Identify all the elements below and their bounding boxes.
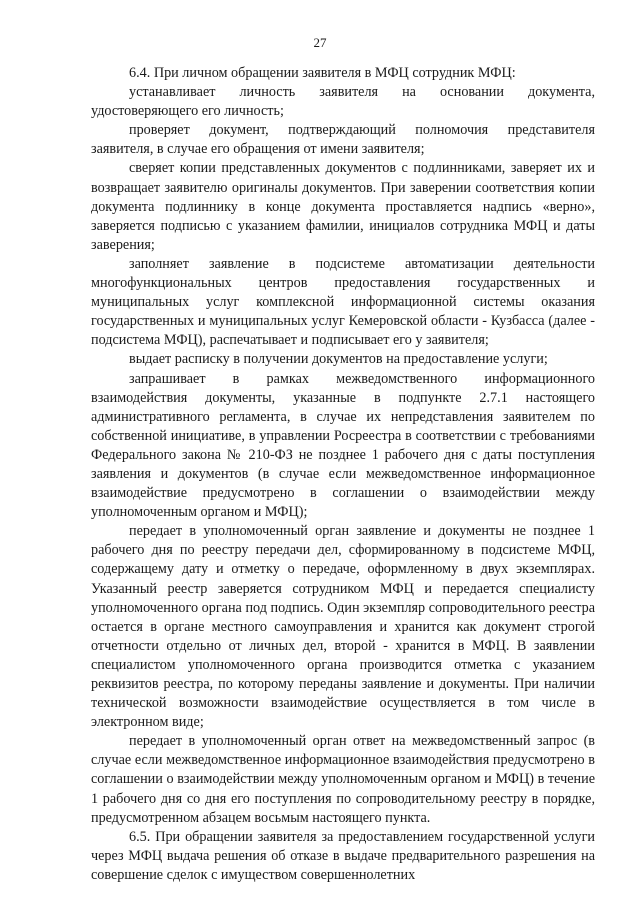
- paragraph-transfer-documents: передает в уполномоченный орган заявление и документы не позднее 1 рабочего дня по реестру передачи дел, сформированному в подсистеме МФЦ, содержащему дату и отметку о передаче, оформленному в двух экземплярах. Указанный реестр заверяется сотрудником МФЦ и передается специалисту уполномоченного органа под подпись. Один экземпляр сопроводительного реестра остается в органе местного самоуправления и хранится как документ строгой отчетности отдельно от личных дел, второй - хранится в МФЦ. В заявлении специалистом уполномоченного органа производится отметка с указанием реквизитов реестра, по которому переданы заявление и документы. При наличии технической возможности взаимодействие осуществляется в том числе в электронном виде;: [91, 523, 595, 731]
- paragraph-verify-identity: устанавливает личность заявителя на основании документа, удостоверяющего его личность;: [91, 84, 595, 120]
- paragraph-issue-receipt: выдает расписку в получении документов на предоставление услуги;: [129, 351, 548, 368]
- paragraph-transfer-response: передает в уполномоченный орган ответ на межведомственный запрос (в случае если межведомственное информационное взаимодействия предусмотрено в соглашении о взаимодействии между уполномоченным органом и МФЦ) в течение 1 рабочего дня со дня его поступления по сопроводительному реестру в порядке, предусмотренном абзацем восьмым настоящего пункта.: [91, 733, 595, 826]
- paragraph-check-authority: проверяет документ, подтверждающий полномочия представителя заявителя, в случае его обращения от имени заявителя;: [91, 122, 595, 158]
- page-number: 27: [313, 35, 327, 50]
- paragraph-6-5: 6.5. При обращении заявителя за предоставлением государственной услуги через МФЦ выдача решения об отказе в выдаче предварительного разрешения на совершение сделок с имуществом совершеннолетних: [91, 828, 595, 883]
- paragraph-certify-copies: сверяет копии представленных документов с подлинниками, заверяет их и возвращает заявителю оригиналы документов. При заверении соответствия копии документа подлиннику в конце документа проставляется надпись «верно», заверяется подписью с указанием фамилии, инициалов сотрудника МФЦ и даты заверения;: [91, 160, 595, 253]
- paragraph-fill-application: заполняет заявление в подсистеме автоматизации деятельности многофункциональных центров предоставления государственных и муниципальных услуг комплексной информационной системы оказания государственных и муниципальных услуг Кемеровской области - Кузбасса (далее - подсистема МФЦ), распечатывает и подписывает его у заявителя;: [91, 255, 595, 349]
- paragraph-interagency-request: запрашивает в рамках межведомственного информационного взаимодействия документы, указанные в подпункте 2.7.1 настоящего административного регламента, в случае их непредставления заявителем по собственной инициативе, в управлении Росреестра в соответствии с требованиями Федерального закона № 210-ФЗ не позднее 1 рабочего дня с даты поступления заявления и документов (в случае если межведомственное информационное взаимодействие предусмотрено в соглашении о взаимодействии между уполномоченным органом и МФЦ);: [91, 370, 595, 521]
- paragraph-6-4-heading: 6.4. При личном обращении заявителя в МФЦ сотрудник МФЦ:: [129, 65, 516, 81]
- document-body: [91, 64, 595, 885]
